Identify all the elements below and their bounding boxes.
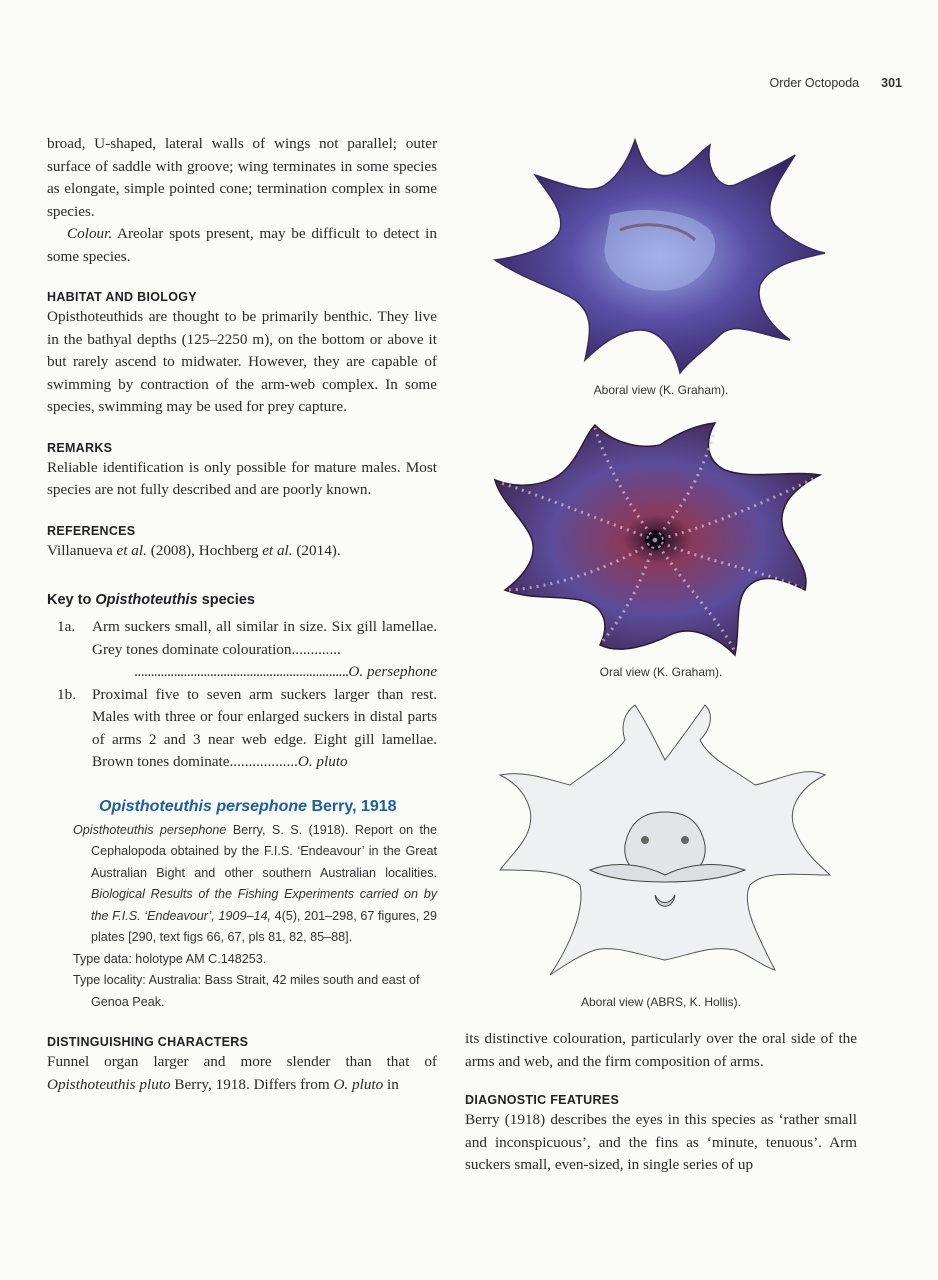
key-number: 1a. <box>57 618 76 635</box>
colour-label: Colour. <box>67 225 113 242</box>
key-dest-name: O. persephone <box>348 663 437 680</box>
intro-paragraph: broad, U-shaped, lateral walls of wings not parallel; outer surface of saddle with groove; wing terminates in some species as elongate, simple pointed cone; termination complex in some species. <box>47 135 437 220</box>
key-dest-name: O. pluto <box>297 753 348 770</box>
synonymy-block <box>47 820 437 1014</box>
syn-text: 4(5), 201–298, 67 figures, 29 plates [290, text figs 66, 67, pls 81, 82, 85–88]. <box>91 908 437 944</box>
key-item-1a <box>47 616 437 684</box>
ref-text: (2008), Hochberg <box>146 541 263 559</box>
ref-text: (2014). <box>292 541 341 559</box>
type-data: Type data: holotype AM C.148253. <box>73 951 267 966</box>
key-title <box>47 592 437 608</box>
colour-paragraph <box>47 223 437 268</box>
diagnostic-heading: DIAGNOSTIC FEATURES <box>465 1093 620 1107</box>
remarks-paragraph: Reliable identification is only possible for mature males. Most species are not fully described and are poorly known. <box>47 458 437 498</box>
key-item-1b <box>47 684 437 774</box>
key-title-text: species <box>197 592 255 608</box>
type-locality: Type locality: Australia: Bass Strait, 42 miles south and east of Genoa Peak. <box>73 973 420 1009</box>
right-column-text <box>465 1028 857 1177</box>
dist-italic: Opisthoteuthis pluto <box>47 1075 171 1093</box>
caption-oral: Oral view (K. Graham). <box>599 665 723 679</box>
references-paragraph <box>47 540 437 563</box>
diagnostic-paragraph: Berry (1918) describes the eyes in this species as ‘rather small and inconspicuous’, and the fins as ‘minute, tenuous’. Arm suckers small, even-sized, in single series of up <box>465 1111 857 1173</box>
species-name: Opisthoteuthis persephone <box>99 797 308 815</box>
page-number: 301 <box>881 76 902 90</box>
remarks-heading: REMARKS <box>47 440 113 455</box>
running-header <box>770 76 903 90</box>
oral-photo-figure <box>490 420 830 660</box>
key-title-text: Key to <box>47 592 96 608</box>
continuation-paragraph: its distinctive colouration, particularly over the oral side of the arms and web, and the firm composition of arms. <box>465 1030 857 1070</box>
dist-text: Funnel organ larger and more slender than that of <box>47 1053 437 1070</box>
species-author: Berry, 1918 <box>307 797 397 815</box>
key-title-genus: Opisthoteuthis <box>95 592 198 608</box>
aboral-photo-figure <box>490 135 830 375</box>
running-title: Order Octopoda <box>769 76 860 90</box>
ref-text: Villanueva <box>47 541 117 559</box>
distinguishing-paragraph <box>47 1051 437 1096</box>
habitat-paragraph: Opisthoteuthids are thought to be primarily benthic. They live in the bathyal depths (125–2250 m), on the bottom or above it but rarely ascend to midwater. However, they are capable of swimming by contraction of the arm-web complex. In some species, swimming may be used for prey capture. <box>47 308 437 415</box>
synonymy-reference <box>69 820 437 949</box>
distinguishing-heading: DISTINGUISHING CHARACTERS <box>47 1035 249 1049</box>
dist-text: in <box>383 1075 399 1093</box>
syn-text: Berry, S. S. (1918). Report on the Cephalopoda obtained by the F.I.S. ‘Endeavour’ in the Great Australian Bight and other southern Australian localities. <box>91 822 437 880</box>
syn-journal: Biological Results of the Fishing Experiments carried on by the F.I.S. ‘Endeavour’, 1909–14, <box>91 887 437 923</box>
caption-aboral-2: Aboral view (ABRS, K. Hollis). <box>580 995 742 1009</box>
syn-name: Opisthoteuthis persephone <box>73 822 227 837</box>
references-heading: REFERENCES <box>47 523 136 538</box>
ref-italic: et al. <box>116 541 147 559</box>
key-destination <box>92 661 437 684</box>
dist-italic: O. pluto <box>333 1075 384 1093</box>
key-number: 1b. <box>57 685 76 703</box>
colour-text: Areolar spots present, may be difficult to detect in some species. <box>47 225 437 265</box>
dist-text: Berry, 1918. Differs from <box>170 1075 334 1093</box>
key-text: Arm suckers small, all similar in size. Six gill lamellae. Grey tones dominate colouration............. <box>92 618 437 658</box>
key-text: Proximal five to seven arm suckers larger than rest. Males with three or four enlarged suckers in distal parts of arms 2 and 3 near web edge. Eight gill lamellae. Brown tones dominate.................. <box>92 685 437 770</box>
ref-italic: et al. <box>262 541 293 559</box>
key-dots: ................................................................. <box>134 663 349 680</box>
aboral-drawing-figure <box>495 700 835 985</box>
habitat-heading: HABITAT AND BIOLOGY <box>47 290 197 304</box>
species-heading <box>99 798 437 816</box>
left-column <box>47 133 437 1096</box>
caption-aboral-1: Aboral view (K. Graham). <box>593 383 729 397</box>
